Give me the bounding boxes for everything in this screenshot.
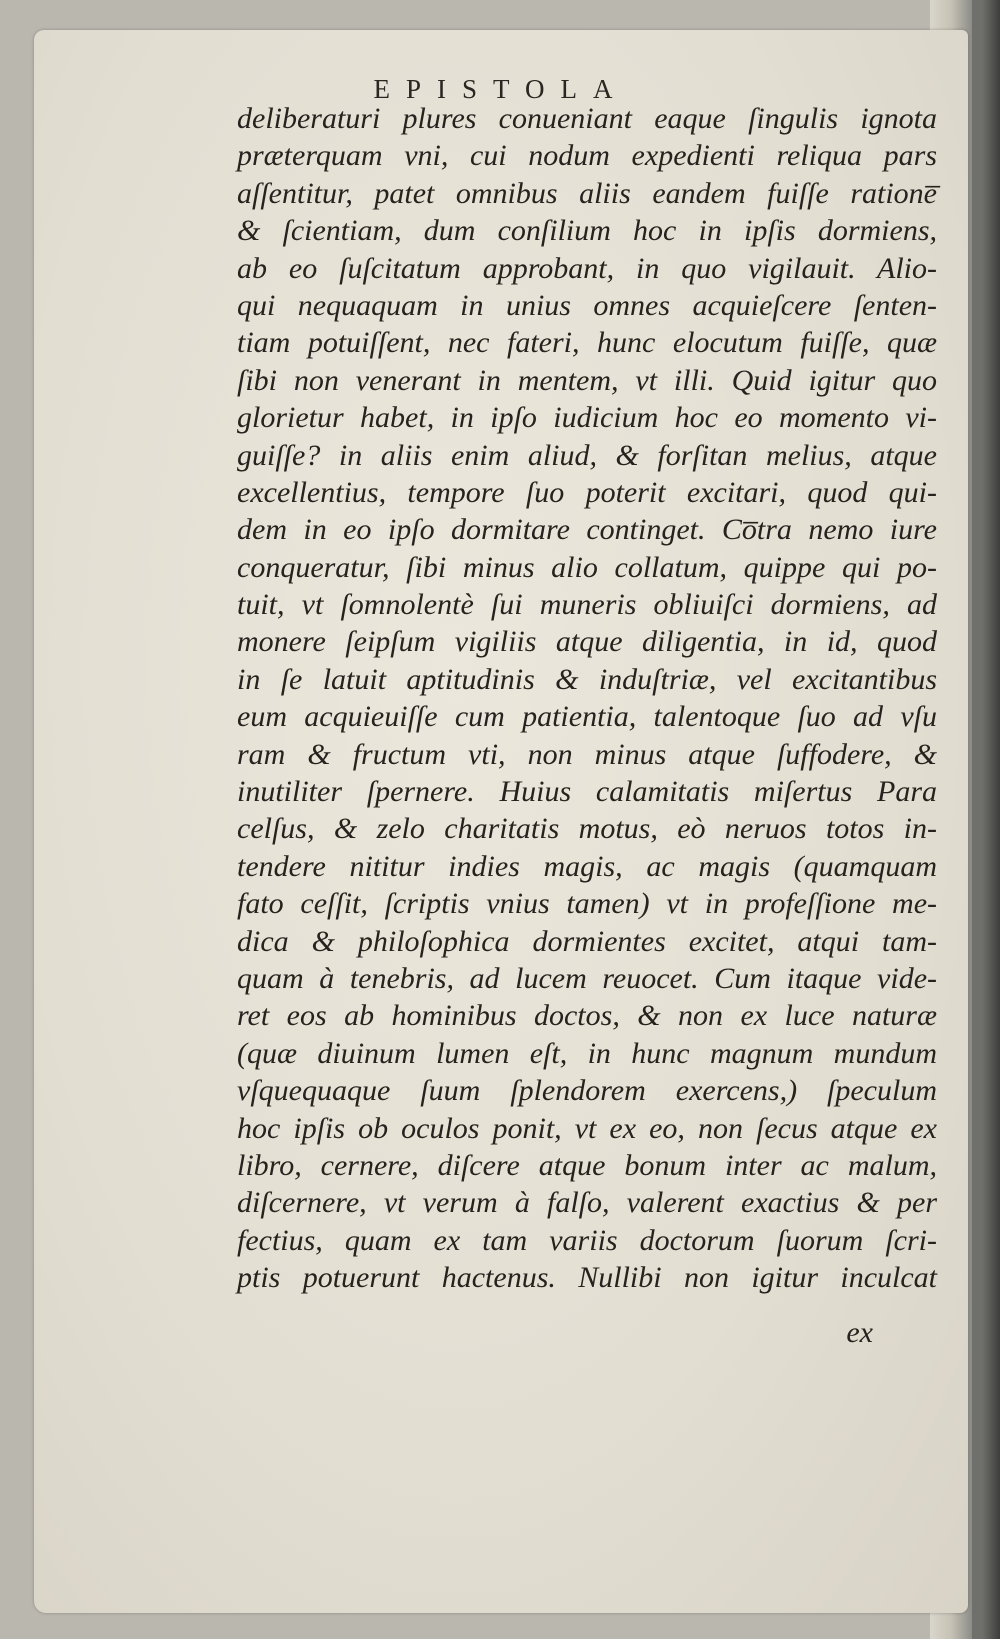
text-line: inutiliter ſpernere. Huius calamitatis miſertus Para xyxy=(237,775,937,809)
text-line: hoc ipſis ob oculos ponit, vt ex eo, non ſecus atque ex xyxy=(237,1111,937,1145)
body-text xyxy=(237,100,937,1297)
text-line: tendere nititur indies magis, ac magis (quamquam xyxy=(237,849,937,883)
text-line: aſſentitur, patet omnibus aliis eandem fuiſſe ratione̅ xyxy=(237,176,937,210)
text-line: præterquam vni, cui nodum expedienti reliqua pars xyxy=(237,139,937,173)
text-line: eum acquieuiſſe cum patientia, talentoque ſuo ad vſu xyxy=(237,700,937,734)
book-page xyxy=(34,30,968,1613)
text-line: & ſcientiam, dum conſilium hoc in ipſis dormiens, xyxy=(237,214,937,248)
text-line: deliberaturi plures conueniant eaque ſingulis ignota xyxy=(237,102,937,135)
text-line: in ſe latuit aptitudinis & induſtriæ, vel excitantibus xyxy=(237,662,937,696)
text-line: guiſſe? in aliis enim aliud, & forſitan melius, atque xyxy=(237,438,937,472)
text-line: vſquequaque ſuum ſplendorem exercens,) ſpeculum xyxy=(237,1074,937,1108)
running-header: EPISTOLA xyxy=(373,74,629,104)
catchword: ex xyxy=(846,1316,873,1349)
text-line: (quæ diuinum lumen eſt, in hunc magnum mundum xyxy=(237,1036,937,1070)
text-line: quam à tenebris, ad lucem reuocet. Cum itaque vide- xyxy=(237,961,937,995)
text-line: diſcernere, vt verum à falſo, valerent exactius & per xyxy=(237,1186,937,1220)
text-line: qui nequaquam in unius omnes acquieſcere ſenten- xyxy=(237,288,937,322)
text-line: libro, cernere, diſcere atque bonum inter ac malum, xyxy=(237,1148,937,1182)
text-line: conqueratur, ſibi minus alio collatum, quippe qui po- xyxy=(237,550,937,584)
text-line: monere ſeipſum vigiliis atque diligentia, in id, quod xyxy=(237,625,937,659)
text-line: excellentius, tempore ſuo poterit excitari, quod qui- xyxy=(237,475,937,509)
text-line: fectius, quam ex tam variis doctorum ſuorum ſcri- xyxy=(237,1223,937,1257)
spine-shadow xyxy=(972,0,982,1639)
text-line: ram & fructum vti, non minus atque ſuffodere, & xyxy=(237,737,937,771)
text-line: tuit, vt ſomnolentè ſui muneris obliuiſci dormiens, ad xyxy=(237,588,937,622)
text-line: celſus, & zelo charitatis motus, eò neruos totos in- xyxy=(237,812,937,846)
text-line: ab eo ſuſcitatum approbant, in quo vigilauit. Alio- xyxy=(237,251,937,285)
text-line: dica & philoſophica dormientes excitet, atqui tam- xyxy=(237,924,937,958)
text-line: fato ceſſit, ſcriptis vnius tamen) vt in profeſſione me- xyxy=(237,887,937,921)
text-line: glorietur habet, in ipſo iudicium hoc eo momento vi- xyxy=(237,401,937,435)
text-line: ſibi non venerant in mentem, vt illi. Quid igitur quo xyxy=(237,363,937,397)
text-line: tiam potuiſſent, nec fateri, hunc elocutum fuiſſe, quæ xyxy=(237,326,937,360)
text-line: ret eos ab hominibus doctos, & non ex luce naturæ xyxy=(237,999,937,1033)
text-line: dem in eo ipſo dormitare continget. Co̅tra nemo iure xyxy=(237,513,937,547)
text-line: ptis potuerunt hactenus. Nullibi non igitur inculcat xyxy=(237,1261,937,1295)
